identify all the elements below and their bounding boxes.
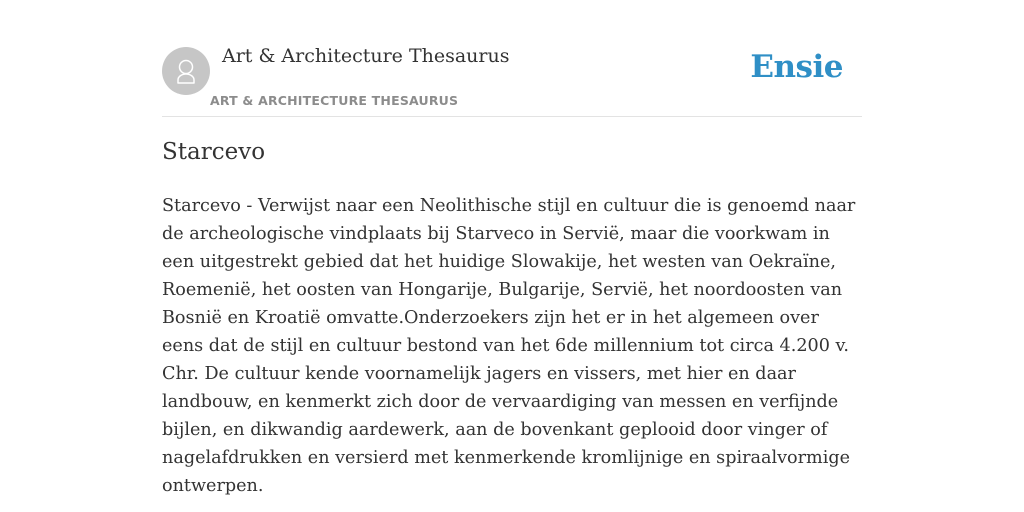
entry-term: Starcevo (162, 139, 266, 165)
user-icon (162, 47, 210, 95)
header (162, 0, 862, 117)
source-title[interactable]: Art & Architecture Thesaurus (222, 45, 510, 67)
source-subtitle[interactable]: ART & ARCHITECTURE THESAURUS (210, 93, 459, 108)
entry-definition: Starcevo - Verwijst naar een Neolithische stijl en cultuur die is genoemd naar de archeologische vindplaats bij Starveco in Servië, maar die voorkwam in een uitgestrekt gebied dat het huidige Slowakije, het westen van Oekraïne, Roemenië, het oosten van Hongarije, Bulgarije, Servië, het noordoosten van Bosnië en Kroatië omvatte.Onderzoekers zijn het er in het algemeen over eens dat de stijl en cultuur bestond van het 6de millennium tot circa 4.200 v. Chr. De cultuur kende voornamelijk jagers en vissers, met hier en daar landbouw, en kenmerkt zich door de vervaardiging van messen en verfijnde bijlen, en dikwandig aardewerk, aan de bovenkant geplooid door vinger of nagelafdrukken en versierd met kenmerkende kromlijnige en spiraalvormige ontwerpen. (162, 196, 856, 496)
avatar[interactable] (162, 47, 210, 95)
ensie-logo[interactable]: Ensie (750, 49, 843, 85)
